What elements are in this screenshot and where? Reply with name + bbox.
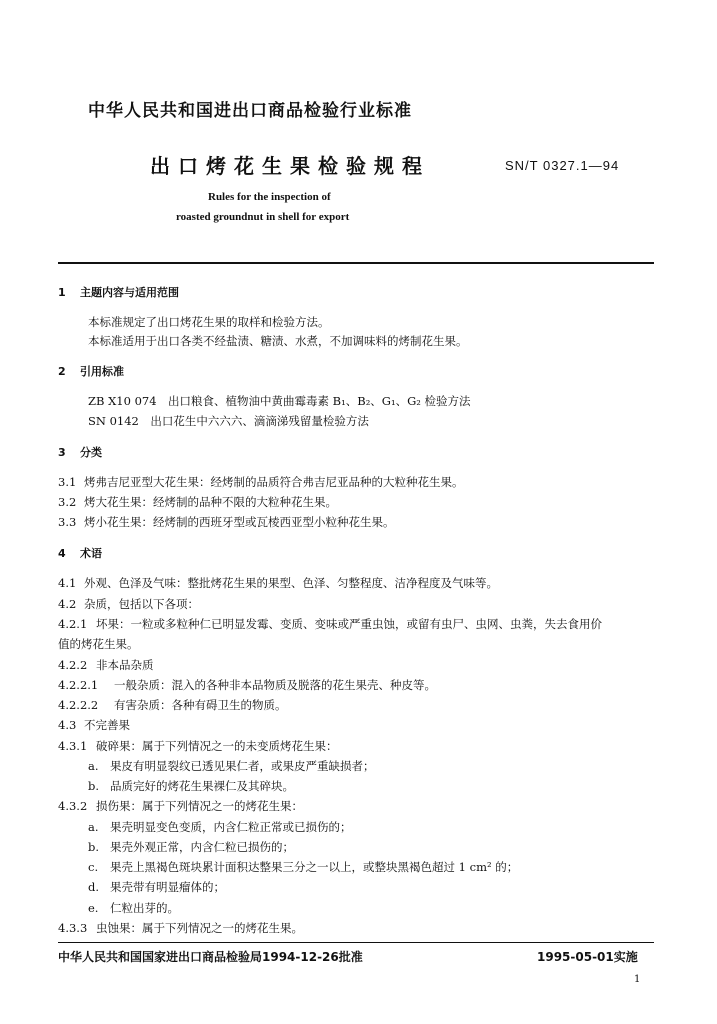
clause-text: 果皮有明显裂纹已透见果仁者，或果皮严重缺损者； <box>110 759 375 773</box>
clause-text: 术语 <box>80 547 102 560</box>
clause-text: 烤大花生果：经烤制的品种不限的大粒种花生果。 <box>84 495 337 509</box>
body-line <box>88 779 294 794</box>
body-line <box>88 759 375 774</box>
page-number: 1 <box>634 974 641 985</box>
clause-number: 4.2.2.2 <box>58 698 99 712</box>
clause-text: 损伤果：属于下列情况之一的烤花生果： <box>96 799 303 813</box>
body-line <box>58 799 303 814</box>
clause-text: 非本品杂质 <box>96 658 154 672</box>
clause-text: 本标准适用于出口各类不经盐渍、糖渍、水煮，不加调味料的烤制花生果。 <box>88 334 468 348</box>
clause-number: a. <box>88 820 99 834</box>
english-title-line1: Rules for the inspection of <box>208 191 331 203</box>
bottom-rule <box>58 942 654 943</box>
clause-text: 分类 <box>80 446 102 459</box>
clause-text: 引用标准 <box>80 365 124 378</box>
body-line <box>58 597 199 612</box>
body-line <box>58 576 498 591</box>
clause-number: e. <box>88 901 99 915</box>
clause-text: 烤小花生果：经烤制的西班牙型或瓦棱西亚型小粒种花生果。 <box>84 515 395 529</box>
clause-number: 2 <box>58 365 66 378</box>
clause-number: 3.1 <box>58 475 77 489</box>
clause-number: 4.1 <box>58 576 77 590</box>
section-heading <box>58 364 124 379</box>
clause-text: 虫蚀果：属于下列情况之一的烤花生果。 <box>96 921 303 935</box>
clause-text: SN 0142 出口花生中六六六、滴滴涕残留量检验方法 <box>88 414 369 428</box>
approval-statement: 中华人民共和国国家进出口商品检验局1994-12-26批准 <box>58 950 363 964</box>
clause-number: 3.3 <box>58 515 77 529</box>
clause-text: 坏果：一粒或多粒种仁已明显发霉、变质、变味或严重虫蚀，或留有虫尸、虫网、虫粪，失去食用价 <box>96 617 602 631</box>
clause-number: a. <box>88 759 99 773</box>
clause-number: d. <box>88 880 100 894</box>
body-line <box>58 718 130 733</box>
clause-text: 果壳明显变色变质，内含仁粒正常或已损伤的； <box>110 820 352 834</box>
clause-number: 4.3 <box>58 718 77 732</box>
clause-number: 4.3.2 <box>58 799 88 813</box>
english-title-line2: roasted groundnut in shell for export <box>176 211 350 223</box>
body-line <box>58 637 139 652</box>
section-heading <box>58 546 102 561</box>
issuing-organization: 中华人民共和国进出口商品检验行业标准 <box>88 101 412 121</box>
section-heading <box>58 445 102 460</box>
clause-number: b. <box>88 779 100 793</box>
body-line <box>58 495 337 510</box>
section-heading <box>58 285 179 300</box>
clause-number: b. <box>88 840 100 854</box>
body-line <box>58 678 436 693</box>
clause-text: 品质完好的烤花生果裸仁及其碎块。 <box>110 779 294 793</box>
effective-date: 1995-05-01实施 <box>537 950 638 964</box>
clause-text: 破碎果：属于下列情况之一的未变质烤花生果： <box>96 739 338 753</box>
clause-number: 4.2.2 <box>58 658 88 672</box>
body-line <box>88 860 518 875</box>
clause-text: 值的烤花生果。 <box>58 637 139 651</box>
body-line <box>58 698 287 713</box>
clause-text: 一般杂质：混入的各种非本品物质及脱落的花生果壳、种皮等。 <box>114 678 436 692</box>
body-line <box>88 901 179 916</box>
body-line <box>58 515 395 530</box>
clause-text: ZB X10 074 出口粮食、植物油中黄曲霉毒素 B₁、B₂、G₁、G₂ 检验方法 <box>88 394 471 408</box>
clause-text: 主题内容与适用范围 <box>80 286 179 299</box>
clause-text: 果壳带有明显瘤体的； <box>110 880 225 894</box>
top-rule <box>58 262 654 264</box>
body-line <box>88 840 294 855</box>
body-line <box>58 921 303 936</box>
body-line <box>88 880 225 895</box>
clause-number: 4 <box>58 547 66 560</box>
standard-code: SN/T 0327.1—94 <box>505 158 620 173</box>
body-line <box>58 658 154 673</box>
clause-text: 外观、色泽及气味：整批烤花生果的果型、色泽、匀整程度、洁净程度及气味等。 <box>84 576 498 590</box>
clause-text: 果壳外观正常，内含仁粒已损伤的； <box>110 840 294 854</box>
clause-text: 有害杂质：各种有碍卫生的物质。 <box>114 698 287 712</box>
document-title: 出口烤花生果检验规程 <box>150 154 430 178</box>
body-line <box>88 820 352 835</box>
clause-text: 仁粒出芽的。 <box>110 901 179 915</box>
body-line <box>88 394 471 409</box>
clause-number: 3 <box>58 446 66 459</box>
body-line <box>58 617 602 632</box>
clause-text: 不完善果 <box>84 718 130 732</box>
body-line <box>88 334 468 349</box>
body-line <box>88 315 330 330</box>
clause-number: 1 <box>58 286 66 299</box>
clause-number: 4.2 <box>58 597 77 611</box>
clause-number: 4.2.2.1 <box>58 678 99 692</box>
clause-text: 本标准规定了出口烤花生果的取样和检验方法。 <box>88 315 330 329</box>
body-line <box>58 739 338 754</box>
clause-number: 4.2.1 <box>58 617 88 631</box>
clause-number: 4.3.3 <box>58 921 88 935</box>
clause-number: 3.2 <box>58 495 77 509</box>
clause-text: 果壳上黑褐色斑块累计面积达整果三分之一以上，或整块黑褐色超过 1 cm² 的； <box>110 860 519 874</box>
clause-text: 烤弗吉尼亚型大花生果：经烤制的品质符合弗吉尼亚品种的大粒种花生果。 <box>84 475 464 489</box>
body-line <box>58 475 464 490</box>
clause-number: c. <box>88 860 99 874</box>
body-line <box>88 414 369 429</box>
clause-text: 杂质，包括以下各项： <box>84 597 199 611</box>
clause-number: 4.3.1 <box>58 739 88 753</box>
